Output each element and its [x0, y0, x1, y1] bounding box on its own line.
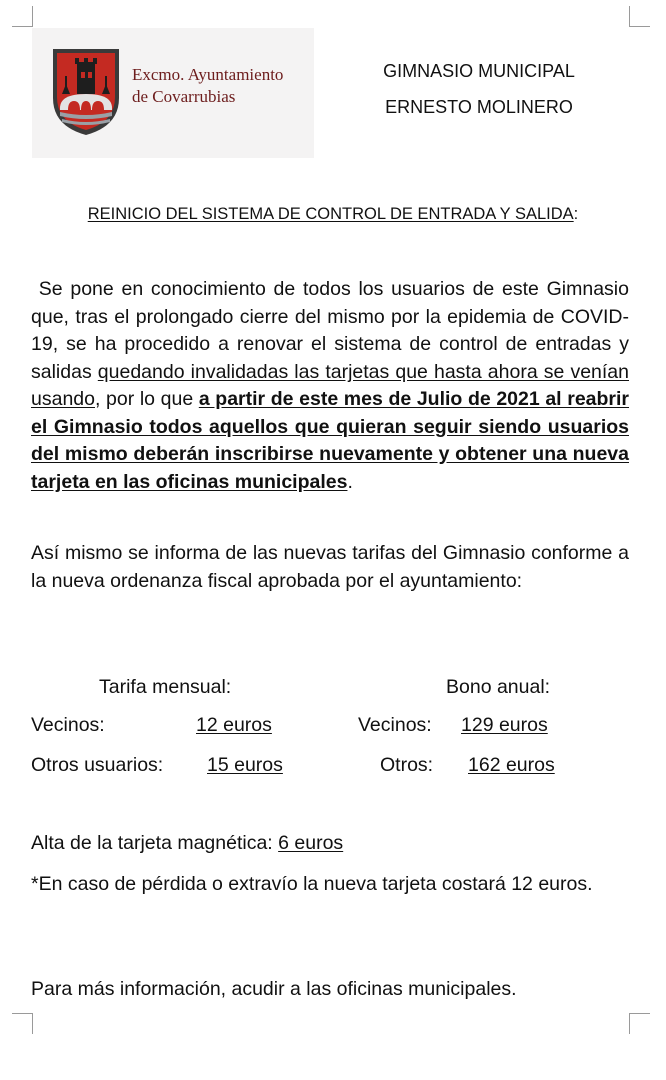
paragraph1-part1: Se pone en conocimiento de todos los usuarios de este Gimnasio que, tras el prolongado cierre del mismo por la epidemia de COVID-19, se ha procedido a renovar el sistema de control de entradas y salidas: [31, 278, 629, 383]
monthly-row-2-label: Otros usuarios:: [31, 754, 164, 776]
gym-name-line1: GIMNASIO MUNICIPAL: [383, 61, 575, 81]
paragraph1-underlined: quedando invalidadas las tarjetas que hasta ahora se venían usando: [31, 360, 629, 410]
paragraph1-part3: .: [347, 470, 353, 493]
lost-card-note: *En caso de pérdida o extravío la nueva tarjeta costará 12 euros.: [31, 873, 593, 895]
monthly-row-2-price: 15 euros: [207, 754, 283, 776]
annual-row-1-label: Vecinos:: [358, 714, 432, 736]
monthly-tariff-title: Tarifa mensual:: [99, 676, 232, 698]
notice-subject: [0, 205, 666, 224]
paragraph1-bold-underlined: a partir de este mes de Julio de 2021 al reabrir el Gimnasio todos aquellos que quieran seguir siendo usuarios del mismo deberán inscribirse nuevamente y obtener una nueva tarjeta en las oficinas municipales: [31, 388, 630, 493]
municipality-logo: [32, 28, 314, 158]
page-corner-mark-top-right: [629, 6, 650, 27]
annual-row-1-price: 129 euros: [461, 714, 548, 736]
notice-subject-colon: :: [573, 205, 579, 223]
card-fee-label: Alta de la tarjeta magnética:: [31, 832, 279, 854]
logo-text-line2: de Covarrubias: [132, 87, 236, 106]
page-corner-mark-top-left: [12, 6, 33, 27]
logo-text: [132, 64, 283, 108]
annual-tariff-title: Bono anual:: [446, 676, 551, 698]
notice-subject-text: REINICIO DEL SISTEMA DE CONTROL DE ENTRADA Y SALIDA: [87, 205, 574, 223]
monthly-row-1-label: Vecinos:: [31, 714, 105, 736]
coat-of-arms-icon: [50, 46, 122, 138]
page-corner-mark-bottom-right: [629, 1013, 650, 1034]
card-fee-line: [31, 832, 343, 855]
annual-row-2-label: Otros:: [380, 754, 434, 776]
monthly-row-1-price: 12 euros: [196, 714, 272, 736]
page-corner-mark-bottom-left: [12, 1013, 33, 1034]
notice-paragraph-2: Así mismo se informa de las nuevas tarifas del Gimnasio conforme a la nueva ordenanza fiscal aprobada por el ayuntamiento:: [31, 542, 629, 592]
annual-row-2-price: 162 euros: [468, 754, 555, 776]
notice-paragraph-1: [31, 276, 629, 496]
logo-text-line1: Excmo. Ayuntamiento: [132, 65, 284, 84]
card-fee-price: 6 euros: [278, 832, 344, 854]
paragraph1-part2: , por lo que: [94, 388, 199, 410]
more-info-footer: Para más información, acudir a las oficinas municipales.: [31, 978, 517, 1000]
gym-name-line2: ERNESTO MOLINERO: [385, 97, 573, 117]
